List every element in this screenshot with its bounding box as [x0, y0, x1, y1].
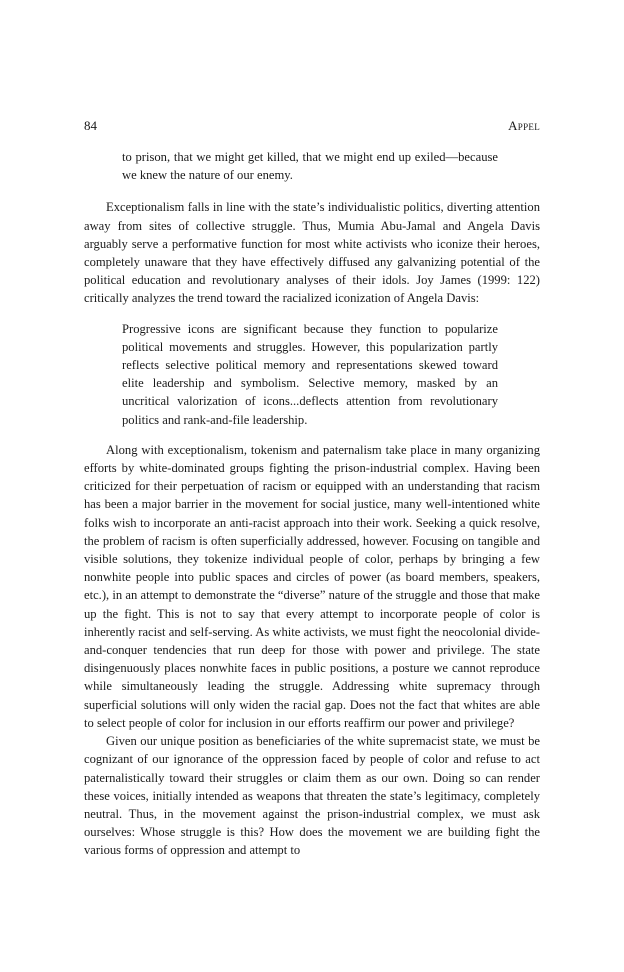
- block-quote-joy-james: Progressive icons are significant because they function to popularize political movements and struggles. However, this popularization partly reflects selective political memory and representations skewed toward elite leadership and symbolism. Selective memory, masked by an uncritical valorization of icons...deflects attention from revolutionary politics and rank-and-file leadership.: [122, 321, 498, 427]
- page-header: [84, 118, 540, 136]
- page-number: 84: [84, 118, 97, 133]
- paragraph-exceptionalism: Exceptionalism falls in line with the state’s individualistic politics, diverting attention away from sites of collective struggle. Thus, Mumia Abu-Jamal and Angela Davis arguably serve a performative function for most white activists who iconize their heroes, completely unaware that they have effectively diffused any galvanizing potential of the political education and revolutionary analyses of their idols. Joy James (1999: 122) critically analyzes the trend toward the racialized iconization of Angela Davis:: [84, 200, 540, 306]
- paragraph-paternalism: Given our unique position as beneficiaries of the white supremacist state, we must be cognizant of our ignorance of the oppression faced by people of color and refuse to act paternalistically toward their struggles or claim them as our own. Doing so can render these voices, initially intended as weapons that threaten the state’s legitimacy, completely neutral. Thus, in the movement against the prison-industrial complex, we must ask ourselves: Whose struggle is this? How does the movement we are building fight the various forms of oppression and attempt to: [84, 734, 540, 858]
- body-text: [84, 148, 540, 860]
- running-head: Appel: [508, 118, 540, 133]
- block-quote-continued: to prison, that we might get killed, that we might end up exiled—because we knew the nature of our enemy.: [122, 150, 498, 183]
- paragraph-tokenism: Along with exceptionalism, tokenism and paternalism take place in many organizing efforts by white-dominated groups fighting the prison-industrial complex. Having been criticized for their perpetuation of racism or equipped with an understanding that racism has been a major barrier in the movement for social justice, many well-intentioned white folks wish to incorporate an anti-racist approach into their work. Seeking a quick resolve, the problem of racism is often superficially addressed, however. Focusing on tangible and visible solutions, they tokenize individual people of color, perhaps by bringing a few nonwhite people into public spaces and circles of power (as board members, speakers, etc.), in an attempt to demonstrate the “diverse” nature of the struggle and those that make up the fight. This is not to say that every attempt to incorporate people of color is inherently racist and self-serving. As white activists, we must fight the neocolonial divide-and-conquer tendencies that run deep for those with power and privilege. The state disingenuously places nonwhite faces in public positions, a posture we cannot reproduce while simultaneously leading the struggle. Addressing white supremacy through superficial solutions will only widen the racial gap. Does not the fact that whites are able to select people of color for inclusion in our efforts reaffirm our power and privilege?: [84, 442, 540, 730]
